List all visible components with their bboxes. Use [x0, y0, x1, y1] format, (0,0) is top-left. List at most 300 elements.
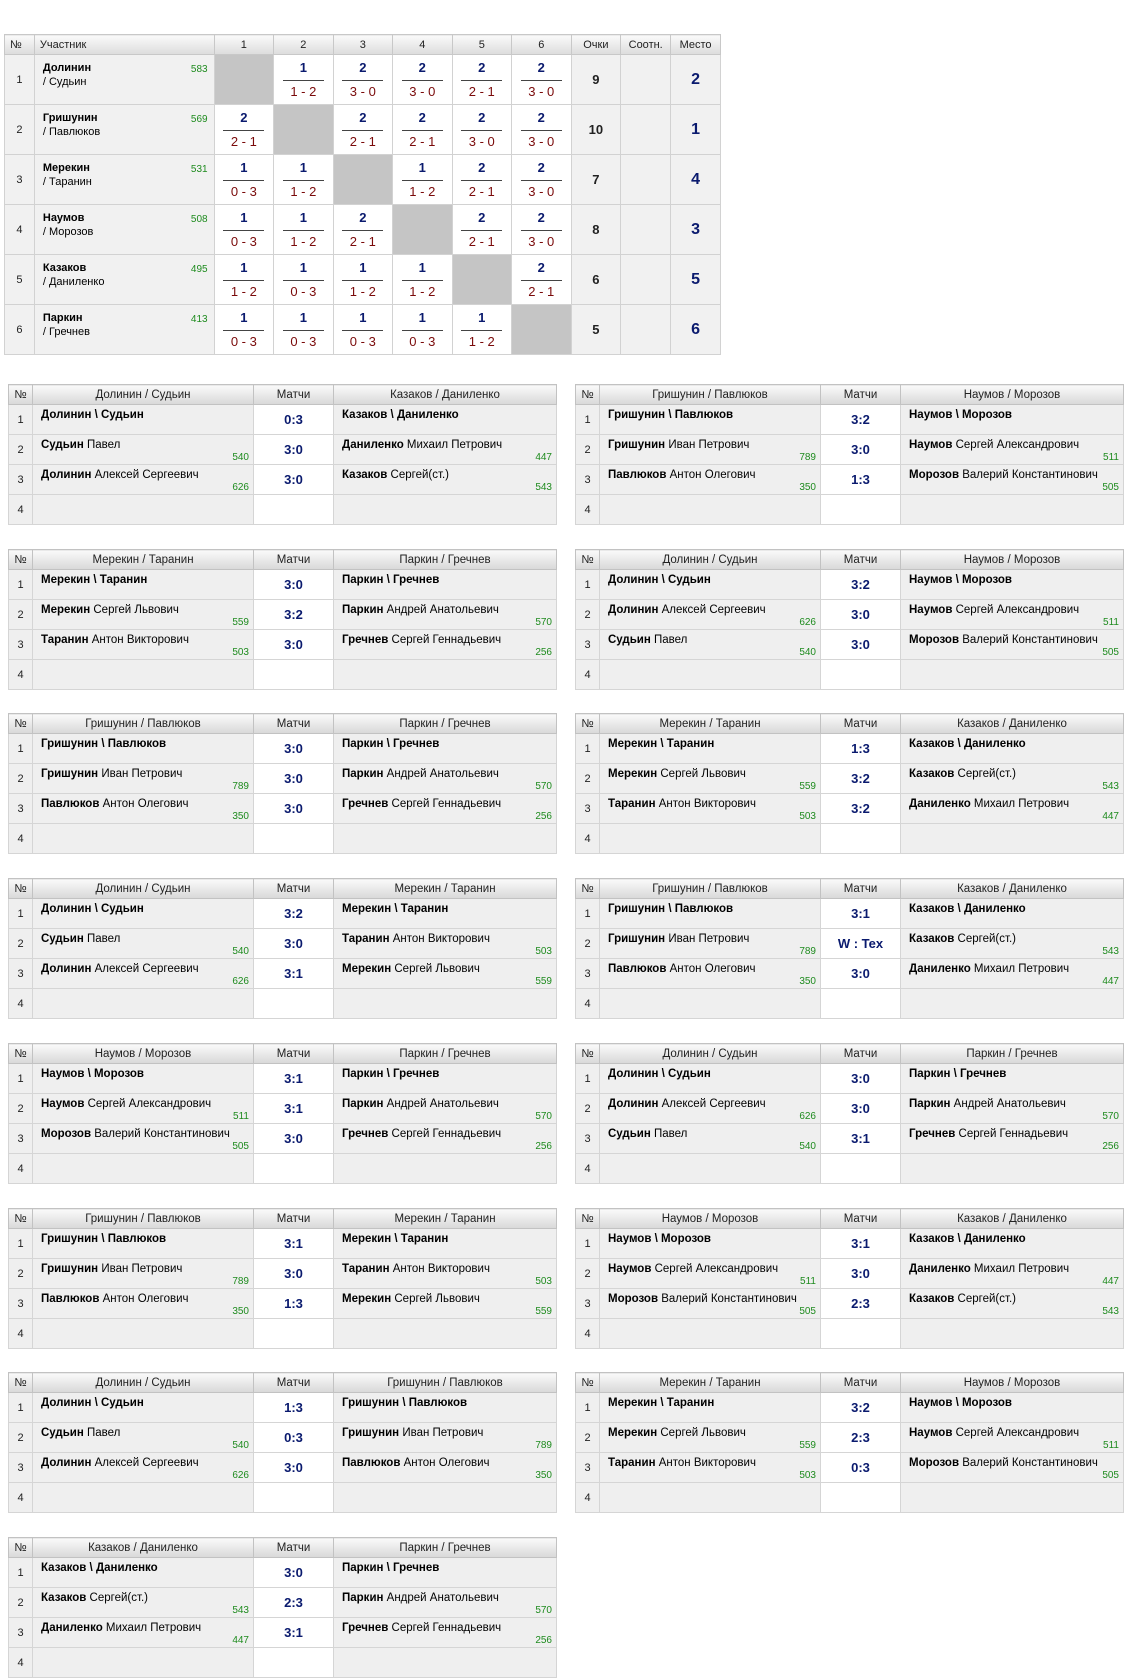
match-score[interactable]: 3:0	[821, 1064, 901, 1094]
match-score[interactable]: 3:2	[821, 405, 901, 435]
match-score[interactable]: 3:2	[821, 1393, 901, 1423]
match-right-team[interactable]: Мерекин / Таранин	[334, 879, 557, 899]
right-player-cell[interactable]	[901, 1124, 1124, 1154]
right-player-surname[interactable]: Мерекин	[342, 963, 392, 975]
right-player-cell[interactable]	[334, 570, 557, 600]
match-score[interactable]: 3:0	[821, 600, 901, 630]
match-score[interactable]: 3:1	[254, 1229, 334, 1259]
right-player-cell[interactable]	[334, 1588, 557, 1618]
left-player-cell[interactable]	[600, 1453, 821, 1483]
match-score[interactable]: 3:1	[821, 1229, 901, 1259]
left-player-cell[interactable]	[600, 794, 821, 824]
right-player-surname[interactable]: Гречнев	[342, 798, 389, 810]
match-score[interactable]: 1:3	[254, 1393, 334, 1423]
result-cell[interactable]	[393, 55, 452, 105]
match-left-team[interactable]: Гришунин / Павлюков	[600, 385, 821, 405]
match-score[interactable]: 1:3	[821, 465, 901, 495]
left-player-cell[interactable]	[600, 899, 821, 929]
match-score[interactable]: 2:3	[821, 1289, 901, 1319]
match-right-team[interactable]: Паркин / Гречнев	[334, 1538, 557, 1558]
right-player-cell[interactable]	[334, 465, 557, 495]
right-player-surname[interactable]: Паркин \ Гречнев	[342, 574, 440, 586]
result-cell[interactable]	[452, 155, 511, 205]
right-player-cell[interactable]	[334, 1558, 557, 1588]
right-player-surname[interactable]: Наумов	[909, 604, 953, 616]
match-score[interactable]: 3:0	[254, 794, 334, 824]
left-player-surname[interactable]: Долинин	[608, 604, 659, 616]
participant-name[interactable]: Долинин	[42, 62, 92, 74]
match-right-team[interactable]: Наумов / Морозов	[901, 550, 1124, 570]
left-player-cell[interactable]	[600, 1064, 821, 1094]
result-cell[interactable]	[214, 105, 273, 155]
match-left-team[interactable]: Долинин / Судьин	[33, 879, 254, 899]
right-player-cell[interactable]	[334, 600, 557, 630]
left-player-surname[interactable]: Долинин	[41, 1457, 92, 1469]
left-player-cell[interactable]	[600, 465, 821, 495]
right-player-surname[interactable]: Гречнев	[342, 634, 389, 646]
match-left-team[interactable]: Долинин / Судьин	[600, 550, 821, 570]
result-cell[interactable]	[214, 155, 273, 205]
match-score[interactable]: 3:1	[821, 899, 901, 929]
match-score[interactable]: 3:1	[254, 1064, 334, 1094]
left-player-cell[interactable]	[600, 405, 821, 435]
result-cell[interactable]	[452, 105, 511, 155]
match-score[interactable]: 0:3	[821, 1453, 901, 1483]
left-player-surname[interactable]: Долинин \ Судьин	[608, 574, 711, 586]
right-player-cell[interactable]	[334, 1229, 557, 1259]
match-right-team[interactable]: Паркин / Гречнев	[334, 550, 557, 570]
right-player-cell[interactable]	[901, 1423, 1124, 1453]
match-left-team[interactable]: Мерекин / Таранин	[600, 714, 821, 734]
right-player-surname[interactable]: Гришунин	[342, 1427, 400, 1439]
match-right-team[interactable]: Казаков / Даниленко	[901, 714, 1124, 734]
right-player-surname[interactable]: Паркин \ Гречнев	[342, 1068, 440, 1080]
right-player-surname[interactable]: Наумов \ Морозов	[909, 1397, 1013, 1409]
match-right-team[interactable]: Казаков / Даниленко	[901, 879, 1124, 899]
right-player-surname[interactable]: Наумов	[909, 1427, 953, 1439]
left-player-cell[interactable]	[33, 465, 254, 495]
result-cell[interactable]	[333, 255, 392, 305]
left-player-surname[interactable]: Павлюков	[608, 963, 667, 975]
match-left-team[interactable]: Мерекин / Таранин	[33, 550, 254, 570]
right-player-cell[interactable]	[901, 1064, 1124, 1094]
right-player-cell[interactable]	[334, 794, 557, 824]
left-player-surname[interactable]: Судьин	[41, 439, 84, 451]
left-player-surname[interactable]: Морозов	[608, 1293, 659, 1305]
result-cell[interactable]	[512, 255, 571, 305]
right-player-surname[interactable]: Даниленко	[909, 963, 971, 975]
left-player-surname[interactable]: Наумов	[41, 1098, 85, 1110]
right-player-cell[interactable]	[334, 734, 557, 764]
right-player-cell[interactable]	[901, 435, 1124, 465]
participant-cell[interactable]	[34, 55, 214, 105]
result-cell[interactable]	[393, 105, 452, 155]
left-player-cell[interactable]	[33, 794, 254, 824]
right-player-cell[interactable]	[334, 1064, 557, 1094]
right-player-cell[interactable]	[901, 899, 1124, 929]
right-player-surname[interactable]: Таранин	[342, 933, 390, 945]
right-player-surname[interactable]: Казаков	[342, 469, 388, 481]
left-player-surname[interactable]: Мерекин \ Таранин	[41, 574, 148, 586]
match-right-team[interactable]: Гришунин / Павлюков	[334, 1373, 557, 1393]
left-player-surname[interactable]: Казаков \ Даниленко	[41, 1562, 158, 1574]
result-cell[interactable]	[452, 305, 511, 355]
left-player-surname[interactable]: Казаков	[41, 1592, 87, 1604]
match-score[interactable]: 3:1	[254, 959, 334, 989]
left-player-cell[interactable]	[600, 1124, 821, 1154]
right-player-cell[interactable]	[901, 1094, 1124, 1124]
right-player-surname[interactable]: Морозов	[909, 634, 960, 646]
right-player-surname[interactable]: Казаков \ Даниленко	[342, 409, 459, 421]
match-score[interactable]: 1:3	[821, 734, 901, 764]
right-player-cell[interactable]	[901, 794, 1124, 824]
left-player-cell[interactable]	[33, 1259, 254, 1289]
right-player-cell[interactable]	[334, 1259, 557, 1289]
participant-cell[interactable]	[34, 155, 214, 205]
right-player-cell[interactable]	[334, 764, 557, 794]
left-player-cell[interactable]	[33, 899, 254, 929]
match-score[interactable]: 0:3	[254, 405, 334, 435]
left-player-surname[interactable]: Павлюков	[608, 469, 667, 481]
result-cell[interactable]	[333, 305, 392, 355]
match-score[interactable]: 3:2	[254, 600, 334, 630]
right-player-cell[interactable]	[901, 600, 1124, 630]
match-score[interactable]: 3:0	[254, 1558, 334, 1588]
match-right-team[interactable]: Наумов / Морозов	[901, 1373, 1124, 1393]
right-player-cell[interactable]	[901, 570, 1124, 600]
right-player-surname[interactable]: Казаков	[909, 933, 955, 945]
match-right-team[interactable]: Паркин / Гречнев	[901, 1044, 1124, 1064]
right-player-surname[interactable]: Гречнев	[909, 1128, 956, 1140]
result-cell[interactable]	[333, 55, 392, 105]
result-cell[interactable]	[333, 105, 392, 155]
left-player-cell[interactable]	[33, 435, 254, 465]
right-player-cell[interactable]	[334, 1393, 557, 1423]
left-player-cell[interactable]	[600, 630, 821, 660]
result-cell[interactable]	[393, 155, 452, 205]
left-player-surname[interactable]: Долинин	[608, 1098, 659, 1110]
participant-cell[interactable]	[34, 305, 214, 355]
result-cell[interactable]	[214, 205, 273, 255]
match-left-team[interactable]: Наумов / Морозов	[33, 1044, 254, 1064]
right-player-surname[interactable]: Гречнев	[342, 1128, 389, 1140]
right-player-cell[interactable]	[334, 959, 557, 989]
right-player-cell[interactable]	[901, 405, 1124, 435]
left-player-cell[interactable]	[33, 570, 254, 600]
right-player-surname[interactable]: Мерекин \ Таранин	[342, 1233, 449, 1245]
result-cell[interactable]	[274, 55, 333, 105]
right-player-surname[interactable]: Паркин \ Гречнев	[342, 1562, 440, 1574]
result-cell[interactable]	[512, 105, 571, 155]
match-score[interactable]: 3:0	[821, 630, 901, 660]
left-player-surname[interactable]: Долинин \ Судьин	[41, 1397, 144, 1409]
left-player-cell[interactable]	[600, 929, 821, 959]
left-player-cell[interactable]	[600, 570, 821, 600]
match-right-team[interactable]: Казаков / Даниленко	[334, 385, 557, 405]
participant-partner[interactable]: / Таранин	[42, 176, 92, 188]
left-player-cell[interactable]	[600, 959, 821, 989]
left-player-cell[interactable]	[600, 1423, 821, 1453]
left-player-surname[interactable]: Мерекин	[608, 1427, 658, 1439]
right-player-cell[interactable]	[901, 1229, 1124, 1259]
right-player-surname[interactable]: Мерекин	[342, 1293, 392, 1305]
right-player-cell[interactable]	[334, 405, 557, 435]
right-player-surname[interactable]: Паркин	[342, 1098, 384, 1110]
left-player-cell[interactable]	[33, 405, 254, 435]
left-player-cell[interactable]	[33, 600, 254, 630]
left-player-surname[interactable]: Долинин	[41, 469, 92, 481]
left-player-cell[interactable]	[600, 1259, 821, 1289]
result-cell[interactable]	[214, 255, 273, 305]
right-player-cell[interactable]	[901, 959, 1124, 989]
result-cell[interactable]	[512, 155, 571, 205]
left-player-surname[interactable]: Таранин	[41, 634, 89, 646]
match-score[interactable]: 3:1	[254, 1618, 334, 1648]
left-player-cell[interactable]	[33, 1453, 254, 1483]
left-player-surname[interactable]: Судьин	[608, 634, 651, 646]
participant-name[interactable]: Наумов	[42, 212, 85, 224]
left-player-surname[interactable]: Гришунин	[41, 1263, 99, 1275]
right-player-surname[interactable]: Даниленко	[909, 1263, 971, 1275]
left-player-surname[interactable]: Таранин	[608, 1457, 656, 1469]
left-player-cell[interactable]	[33, 1423, 254, 1453]
right-player-surname[interactable]: Паркин	[342, 1592, 384, 1604]
match-score[interactable]: 3:0	[821, 959, 901, 989]
left-player-cell[interactable]	[600, 600, 821, 630]
right-player-cell[interactable]	[334, 899, 557, 929]
left-player-surname[interactable]: Мерекин \ Таранин	[608, 1397, 715, 1409]
left-player-cell[interactable]	[33, 1393, 254, 1423]
left-player-surname[interactable]: Таранин	[608, 798, 656, 810]
match-score[interactable]: 3:0	[821, 1259, 901, 1289]
right-player-surname[interactable]: Наумов \ Морозов	[909, 409, 1013, 421]
participant-partner[interactable]: / Гречнев	[42, 326, 90, 338]
left-player-cell[interactable]	[33, 1229, 254, 1259]
left-player-surname[interactable]: Долинин \ Судьин	[608, 1068, 711, 1080]
right-player-surname[interactable]: Казаков \ Даниленко	[909, 903, 1026, 915]
match-left-team[interactable]: Казаков / Даниленко	[33, 1538, 254, 1558]
left-player-surname[interactable]: Наумов	[608, 1263, 652, 1275]
result-cell[interactable]	[393, 255, 452, 305]
match-score[interactable]: 3:2	[821, 764, 901, 794]
right-player-surname[interactable]: Паркин \ Гречнев	[342, 738, 440, 750]
left-player-surname[interactable]: Наумов \ Морозов	[608, 1233, 712, 1245]
match-score[interactable]: 3:0	[254, 630, 334, 660]
right-player-cell[interactable]	[901, 630, 1124, 660]
match-score[interactable]: 3:0	[821, 1094, 901, 1124]
right-player-cell[interactable]	[334, 929, 557, 959]
match-score[interactable]: 3:1	[254, 1094, 334, 1124]
left-player-surname[interactable]: Мерекин	[608, 768, 658, 780]
right-player-surname[interactable]: Таранин	[342, 1263, 390, 1275]
left-player-cell[interactable]	[33, 630, 254, 660]
result-cell[interactable]	[333, 205, 392, 255]
match-right-team[interactable]: Мерекин / Таранин	[334, 1209, 557, 1229]
left-player-cell[interactable]	[600, 734, 821, 764]
match-left-team[interactable]: Наумов / Морозов	[600, 1209, 821, 1229]
participant-partner[interactable]: / Павлюков	[42, 126, 101, 138]
left-player-cell[interactable]	[33, 1064, 254, 1094]
result-cell[interactable]	[274, 305, 333, 355]
left-player-surname[interactable]: Судьин	[41, 1427, 84, 1439]
participant-partner[interactable]: / Морозов	[42, 226, 94, 238]
right-player-surname[interactable]: Гришунин \ Павлюков	[342, 1397, 468, 1409]
left-player-surname[interactable]: Павлюков	[41, 798, 100, 810]
right-player-cell[interactable]	[901, 1453, 1124, 1483]
left-player-surname[interactable]: Мерекин \ Таранин	[608, 738, 715, 750]
left-player-cell[interactable]	[600, 1393, 821, 1423]
left-player-cell[interactable]	[33, 764, 254, 794]
left-player-cell[interactable]	[33, 1289, 254, 1319]
result-cell[interactable]	[274, 155, 333, 205]
right-player-surname[interactable]: Паркин	[342, 604, 384, 616]
participant-name[interactable]: Паркин	[42, 312, 83, 324]
match-score[interactable]: 3:2	[821, 570, 901, 600]
participant-name[interactable]: Казаков	[42, 262, 87, 274]
right-player-surname[interactable]: Гречнев	[342, 1622, 389, 1634]
match-score[interactable]: 2:3	[821, 1423, 901, 1453]
right-player-cell[interactable]	[901, 1393, 1124, 1423]
match-score[interactable]: 3:1	[821, 1124, 901, 1154]
match-score[interactable]: 3:0	[821, 435, 901, 465]
result-cell[interactable]	[214, 305, 273, 355]
match-left-team[interactable]: Долинин / Судьин	[600, 1044, 821, 1064]
result-cell[interactable]	[452, 55, 511, 105]
right-player-cell[interactable]	[334, 630, 557, 660]
right-player-cell[interactable]	[901, 764, 1124, 794]
right-player-surname[interactable]: Паркин	[342, 768, 384, 780]
match-score[interactable]: 3:2	[254, 899, 334, 929]
match-right-team[interactable]: Наумов / Морозов	[901, 385, 1124, 405]
right-player-surname[interactable]: Паркин \ Гречнев	[909, 1068, 1007, 1080]
match-left-team[interactable]: Долинин / Судьин	[33, 385, 254, 405]
participant-cell[interactable]	[34, 205, 214, 255]
left-player-cell[interactable]	[33, 1094, 254, 1124]
participant-cell[interactable]	[34, 255, 214, 305]
left-player-surname[interactable]: Гришунин	[608, 439, 666, 451]
match-score[interactable]: 2:3	[254, 1588, 334, 1618]
right-player-surname[interactable]: Казаков \ Даниленко	[909, 1233, 1026, 1245]
left-player-cell[interactable]	[33, 959, 254, 989]
match-score[interactable]: 3:0	[254, 1124, 334, 1154]
right-player-surname[interactable]: Казаков	[909, 1293, 955, 1305]
left-player-cell[interactable]	[33, 1124, 254, 1154]
right-player-cell[interactable]	[901, 1259, 1124, 1289]
left-player-cell[interactable]	[33, 929, 254, 959]
right-player-surname[interactable]: Даниленко	[342, 439, 404, 451]
match-score[interactable]: 3:0	[254, 465, 334, 495]
result-cell[interactable]	[512, 55, 571, 105]
left-player-surname[interactable]: Долинин \ Судьин	[41, 409, 144, 421]
match-score[interactable]: 3:2	[821, 794, 901, 824]
right-player-surname[interactable]: Морозов	[909, 469, 960, 481]
right-player-cell[interactable]	[334, 1423, 557, 1453]
left-player-cell[interactable]	[600, 1289, 821, 1319]
match-left-team[interactable]: Долинин / Судьин	[33, 1373, 254, 1393]
right-player-cell[interactable]	[901, 465, 1124, 495]
result-cell[interactable]	[512, 205, 571, 255]
match-score[interactable]: 3:0	[254, 734, 334, 764]
match-score[interactable]: 3:0	[254, 1453, 334, 1483]
left-player-surname[interactable]: Гришунин \ Павлюков	[41, 1233, 167, 1245]
left-player-surname[interactable]: Мерекин	[41, 604, 91, 616]
result-cell[interactable]	[393, 305, 452, 355]
left-player-cell[interactable]	[33, 1588, 254, 1618]
right-player-surname[interactable]: Казаков	[909, 768, 955, 780]
left-player-surname[interactable]: Гришунин	[41, 768, 99, 780]
left-player-cell[interactable]	[600, 435, 821, 465]
match-score[interactable]: 3:0	[254, 1259, 334, 1289]
left-player-cell[interactable]	[600, 1229, 821, 1259]
left-player-surname[interactable]: Гришунин \ Павлюков	[608, 409, 734, 421]
participant-partner[interactable]: / Судьин	[42, 76, 87, 88]
left-player-surname[interactable]: Павлюков	[41, 1293, 100, 1305]
match-score[interactable]: 0:3	[254, 1423, 334, 1453]
right-player-cell[interactable]	[334, 1453, 557, 1483]
left-player-cell[interactable]	[33, 734, 254, 764]
left-player-cell[interactable]	[600, 1094, 821, 1124]
match-score[interactable]: 3:0	[254, 764, 334, 794]
participant-cell[interactable]	[34, 105, 214, 155]
right-player-surname[interactable]: Наумов	[909, 439, 953, 451]
left-player-surname[interactable]: Долинин	[41, 963, 92, 975]
right-player-surname[interactable]: Наумов \ Морозов	[909, 574, 1013, 586]
match-left-team[interactable]: Гришунин / Павлюков	[33, 714, 254, 734]
left-player-surname[interactable]: Долинин \ Судьин	[41, 903, 144, 915]
left-player-surname[interactable]: Морозов	[41, 1128, 92, 1140]
right-player-surname[interactable]: Павлюков	[342, 1457, 401, 1469]
right-player-cell[interactable]	[901, 1289, 1124, 1319]
match-score[interactable]: 1:3	[254, 1289, 334, 1319]
right-player-cell[interactable]	[901, 734, 1124, 764]
match-left-team[interactable]: Гришунин / Павлюков	[600, 879, 821, 899]
right-player-cell[interactable]	[334, 1094, 557, 1124]
match-right-team[interactable]: Паркин / Гречнев	[334, 714, 557, 734]
participant-name[interactable]: Гришунин	[42, 112, 98, 124]
match-score[interactable]: 3:0	[254, 435, 334, 465]
participant-name[interactable]: Мерекин	[42, 162, 90, 174]
left-player-cell[interactable]	[600, 764, 821, 794]
result-cell[interactable]	[452, 205, 511, 255]
left-player-surname[interactable]: Гришунин \ Павлюков	[608, 903, 734, 915]
match-right-team[interactable]: Казаков / Даниленко	[901, 1209, 1124, 1229]
match-left-team[interactable]: Гришунин / Павлюков	[33, 1209, 254, 1229]
left-player-cell[interactable]	[33, 1558, 254, 1588]
right-player-surname[interactable]: Мерекин \ Таранин	[342, 903, 449, 915]
result-cell[interactable]	[274, 255, 333, 305]
left-player-surname[interactable]: Наумов \ Морозов	[41, 1068, 145, 1080]
right-player-cell[interactable]	[334, 435, 557, 465]
match-score[interactable]: 3:0	[254, 929, 334, 959]
match-right-team[interactable]: Паркин / Гречнев	[334, 1044, 557, 1064]
right-player-surname[interactable]: Морозов	[909, 1457, 960, 1469]
result-cell[interactable]	[274, 205, 333, 255]
left-player-surname[interactable]: Гришунин \ Павлюков	[41, 738, 167, 750]
right-player-cell[interactable]	[334, 1124, 557, 1154]
right-player-surname[interactable]: Даниленко	[909, 798, 971, 810]
match-left-team[interactable]: Мерекин / Таранин	[600, 1373, 821, 1393]
left-player-surname[interactable]: Гришунин	[608, 933, 666, 945]
match-score[interactable]: W : Tex	[821, 929, 901, 959]
match-score[interactable]: 3:0	[254, 570, 334, 600]
left-player-cell[interactable]	[33, 1618, 254, 1648]
right-player-surname[interactable]: Казаков \ Даниленко	[909, 738, 1026, 750]
right-player-cell[interactable]	[334, 1289, 557, 1319]
participant-partner[interactable]: / Даниленко	[42, 276, 105, 288]
right-player-surname[interactable]: Паркин	[909, 1098, 951, 1110]
right-player-cell[interactable]	[334, 1618, 557, 1648]
right-player-cell[interactable]	[901, 929, 1124, 959]
